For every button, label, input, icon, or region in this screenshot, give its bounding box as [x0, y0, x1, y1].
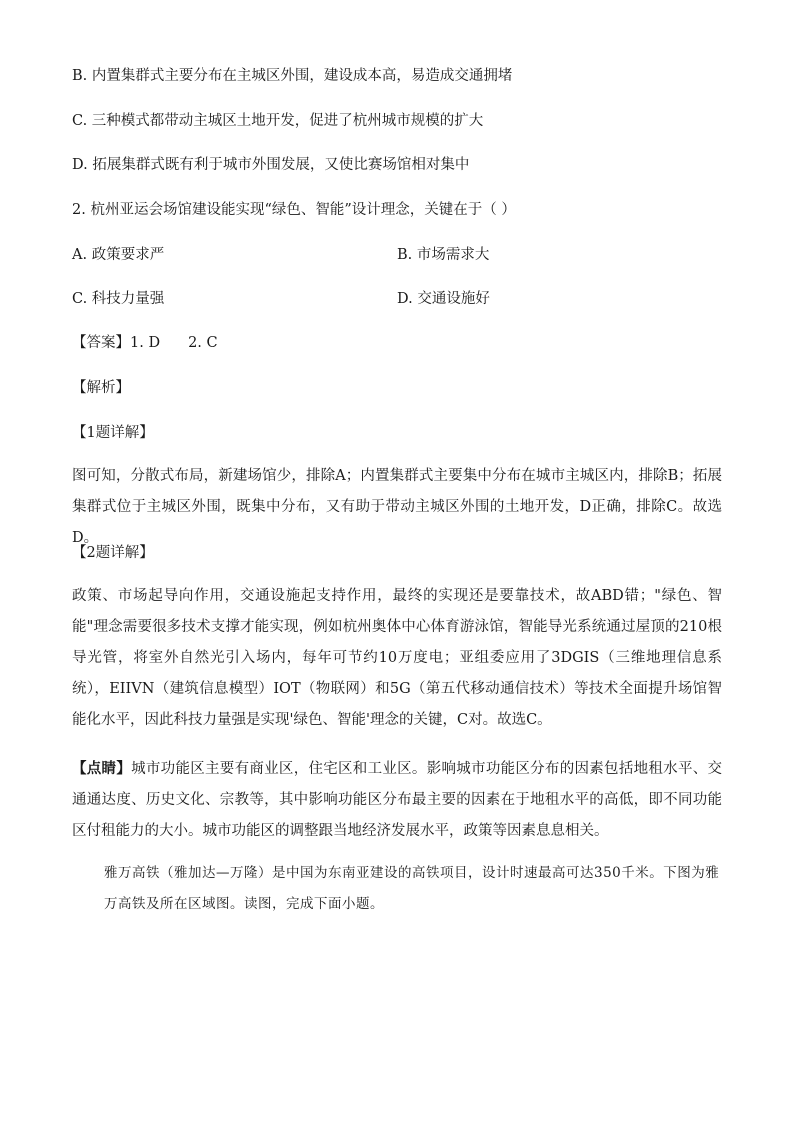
- tip-text: 城市功能区主要有商业区，住宅区和工业区。影响城市功能区分布的因素包括地租水平、交通通达度、历史文化、宗教等，其中影响功能区分布最主要的因素在于地租水平的高低，即不同功能区付租能力的大小。城市功能区的调整跟当地经济发展水平，政策等因素息息相关。: [72, 761, 723, 839]
- analysis-label: 【解析】: [72, 380, 130, 396]
- q1-detail-label: 【1题详解】: [72, 425, 154, 441]
- q2-option-a: A. 政策要求严: [72, 247, 165, 263]
- answer-1: 1. D: [130, 335, 161, 351]
- q1-detail-text: 图可知，分散式布局，新建场馆少，排除A；内置集群式主要集中分布在城市主城区内，排除B；拓展集群式位于主城区外围，既集中分布，又有助于带动主城区外围的土地开发，D正确，排除C。故选D。: [72, 468, 722, 546]
- q1-option-d: D. 拓展集群式既有利于城市外围发展，又使比赛场馆相对集中: [72, 157, 470, 173]
- tip-paragraph: [72, 753, 722, 847]
- q2-option-d: D. 交通设施好: [397, 291, 490, 307]
- q1-option-b: B. 内置集群式主要分布在主城区外围，建设成本高，易造成交通拥堵: [72, 68, 513, 84]
- q2-stem: 2. 杭州亚运会场馆建设能实现“绿色、智能”设计理念，关键在于（ ）: [72, 202, 516, 218]
- answer-2: 2. C: [188, 335, 218, 351]
- q2-option-c: C. 科技力量强: [72, 291, 165, 307]
- q1-option-c: C. 三种模式都带动主城区土地开发，促进了杭州城市规模的扩大: [72, 113, 484, 129]
- tip-label: 【点睛】: [72, 760, 132, 777]
- next-question-intro: 雅万高铁（雅加达—万隆）是中国为东南亚建设的高铁项目，设计时速最高可达350千米。下图为雅万高铁及所在区域图。读图，完成下面小题。: [104, 865, 720, 912]
- q2-option-b: B. 市场需求大: [397, 247, 490, 263]
- answer-label: 【答案】: [72, 335, 130, 351]
- q2-detail-text: 政策、市场起导向作用，交通设施起支持作用，最终的实现还是要靠技术，故ABD错；"绿色、智能"理念需要很多技术支撑才能实现，例如杭州奥体中心体育游泳馆，智能导光系统通过屋顶的210根导光管，将室外自然光引入场内，每年可节约10万度电；亚组委应用了3DGIS（三维地理信息系统），EIIVN（建筑信息模型）IOT（物联网）和5G（第五代移动通信技术）等技术全面提升场馆智能化水平，因此科技力量强是实现'绿色、智能'理念的关键，C对。故选C。: [72, 588, 722, 728]
- answer-line: [72, 333, 218, 353]
- q2-detail-label: 【2题详解】: [72, 545, 154, 561]
